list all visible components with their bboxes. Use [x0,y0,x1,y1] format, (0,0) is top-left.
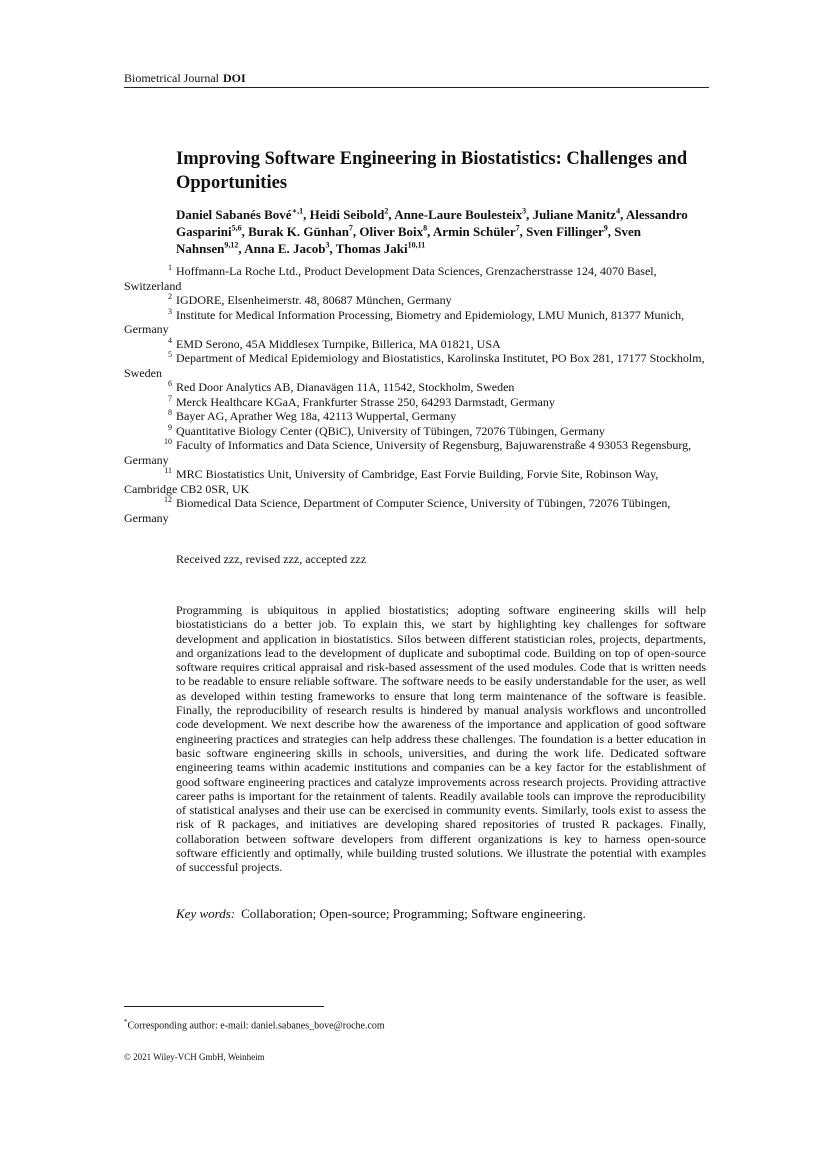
author-affiliation-marker: ∗,1 [291,206,304,216]
affiliation [124,409,709,424]
affiliation-number-mark: 10 [164,437,172,446]
running-header [124,71,709,86]
author-affiliation-marker: 4 [616,206,621,216]
affiliation [124,351,709,380]
author-affiliation-marker: 2 [384,206,389,216]
affiliation-text: Quantitative Biology Center (QBiC), University of Tübingen, 72076 Tübingen, Germany [176,423,605,438]
affiliation-text: Biomedical Data Science, Department of Computer Science, University of Tübingen, 72076 Tübingen, Germany [124,496,671,525]
keywords-label: Key words: [176,906,236,921]
header-rule [124,87,709,88]
author [310,207,389,222]
keywords-text: Collaboration; Open-source; Programming; Software engineering. [241,906,586,921]
affiliation-number-mark: 1 [168,263,172,272]
affiliation-number [124,395,176,410]
author-name: Juliane Manitz [532,207,617,222]
footnote-mark: * [124,1018,128,1026]
affiliation-number-mark: 9 [168,422,172,432]
author-affiliation-marker: 5,6 [231,223,242,233]
doi-label: DOI [222,71,246,85]
affiliation-text: Merck Healthcare KGaA, Frankfurter Strasse 250, 64293 Darmstadt, Germany [176,394,555,409]
author-name: Sven Nahnsen [176,224,641,256]
affiliation-number [124,496,176,511]
affiliation [124,308,709,337]
footnote-rule [124,1006,324,1007]
affiliation [124,264,709,293]
author-affiliation-marker: 9 [603,223,608,233]
affiliation-number-mark: 5 [168,350,172,359]
abstract: Programming is ubiquitous in applied biostatistics; adopting software engineering skills will help biostatisticians do a better job. To explain this, we start by highlighting key challenges for software development and application in biostatistics. Silos between different statistician roles, projects, departments, and organizations lead to the development of duplicate and suboptimal code. Building on top of open-source software requires critical appraisal and risk-based assessment of the used modules. Code that is written needs to be readable to ensure reliable software. The software needs to be easily understandable for the user, as well as developed within testing frameworks to ensure that long term maintenance of the software is feasible. Finally, the reproducibility of research results is hindered by manual analysis workflows and uncontrolled code development. We next describe how the awareness of the importance and application of good software engineering practices and strategies can help address these challenges. The foundation is a better education in basic software engineering skills in schools, universities, and during the work life. Dedicated software engineering teams within academic institutions and companies can be a key factor for the establishment of good software engineering practices and catalyze improvements across research projects. Providing attractive career paths is important for the retainment of talents. Readily available tools can improve the reproducibility of statistical analyses and their use can be exercised in community events. Similarly, tools exist to assess the risk of R packages, and initiatives are developing shared repositories of trusted R packages. Finally, collaboration between software developers from different organizations is key to harness open-source software efficiently and optimally, while building trusted solutions. We illustrate the potential with examples of successful projects. [176,603,706,875]
author-affiliation-marker: 10,11 [407,240,426,250]
affiliation-number-mark: 6 [168,379,172,388]
affiliation [124,496,709,525]
author [359,224,427,239]
author-name: Oliver Boix [359,224,424,239]
author-affiliation-marker: 7 [515,223,520,233]
affiliation [124,395,709,410]
author-name: Alessandro Gasparini [176,207,688,239]
keywords [176,906,706,922]
corresponding-author-footnote [124,1018,385,1031]
affiliation [124,293,709,308]
author-name: Thomas Jaki [335,241,408,256]
journal-name: Biometrical Journal [124,71,219,85]
affiliation-number [124,308,176,323]
affiliation-text: Bayer AG, Aprather Weg 18a, 42113 Wuppertal, Germany [176,409,457,423]
author-name: Anne-Laure Boulesteix [394,207,523,222]
affiliation-number [124,264,176,279]
affiliation-text: Hoffmann-La Roche Ltd., Product Development Data Sciences, Grenzacherstrasse 124, 4070 Basel, Switzerland [124,264,657,293]
affiliation-text: Institute for Medical Information Processing, Biometry and Epidemiology, LMU Munich, 81377 Munich, Germany [124,307,685,336]
affiliation-number-mark: 2 [168,292,172,301]
affiliation-number [124,438,176,453]
affiliation-text: EMD Serono, 45A Middlesex Turnpike, Billerica, MA 01821, USA [176,336,501,351]
copyright: © 2021 Wiley-VCH GmbH, Weinheim [124,1052,265,1062]
affiliation-number-mark: 11 [164,466,172,475]
author [433,224,520,239]
affiliation [124,438,709,467]
author-affiliation-marker: 3 [522,206,527,216]
affiliation-number [124,380,176,395]
affiliation-number-mark: 3 [168,306,172,316]
author-affiliation-marker: 7 [348,223,353,233]
affiliation-text: Red Door Analytics AB, Dianavägen 11A, 11542, Stockholm, Sweden [176,380,515,394]
author [248,224,353,239]
author [533,207,620,222]
author-name: Sven Fillinger [526,224,604,239]
author-list: Daniel Sabanés Bové$^{∗,1}$, Heidi Seibold$^2$, Anne-Laure Boulesteix$^3$, Juliane Manitz$^4$, Alessandro Gasparini$^{5,6}$, Burak K. Günhan$^7$, Oliver Boix$^8$, Armin Schüler$^7$, Sven Fillinger$^9$, Sven Nahnsen$^{9,12}$, Anna E. Jacob$^3$, Thomas Jaki$^{10,11}$ [176,206,688,256]
affiliation [124,337,709,352]
affiliation-number [124,293,176,308]
affiliation-number [124,409,176,424]
author-affiliation-marker: 8 [423,223,428,233]
affiliation-number-mark: 12 [164,495,172,504]
author-affiliation-marker: 9,12 [224,240,239,250]
author-affiliation-marker: 3 [325,240,330,250]
received-line: Received zzz, revised zzz, accepted zzz [176,552,367,566]
affiliation-text: IGDORE, Elsenheimerstr. 48, 80687 München, Germany [176,293,452,307]
affiliation-number [124,351,176,366]
affiliation-text: MRC Biostatistics Unit, University of Cambridge, East Forvie Building, Forvie Site, Robinson Way, Cambridge CB2 0SR, UK [124,467,659,496]
affiliation-number [124,424,176,439]
author [526,224,608,239]
footnote-text: Corresponding author: e-mail: daniel.sabanes_bove@roche.com [127,1020,385,1032]
author-name: Daniel Sabanés Bové [176,207,292,222]
affiliation-list [124,264,709,525]
affiliation-number [124,337,176,352]
author [176,207,303,222]
affiliation-text: Department of Medical Epidemiology and Biostatistics, Karolinska Institutet, PO Box 281, 17177 Stockholm, Sweden [124,351,705,380]
author-name: Heidi Seibold [309,207,385,222]
affiliation-number-mark: 4 [168,335,172,345]
affiliation-number [124,467,176,482]
author [394,207,526,222]
author-name: Burak K. Günhan [248,224,349,239]
affiliation [124,380,709,395]
author-name: Anna E. Jacob [244,241,326,256]
affiliation-number-mark: 7 [168,393,172,403]
author [244,241,329,256]
author-name: Armin Schüler [432,224,516,239]
paper-title: Improving Software Engineering in Biostatistics: Challenges and Opportunities [176,149,688,193]
author [336,241,425,256]
affiliation [124,424,709,439]
affiliation [124,467,709,496]
affiliation-text: Faculty of Informatics and Data Science, University of Regensburg, Bajuwarenstraße 4 93053 Regensburg, Germany [124,438,692,467]
affiliation-number-mark: 8 [168,408,172,417]
